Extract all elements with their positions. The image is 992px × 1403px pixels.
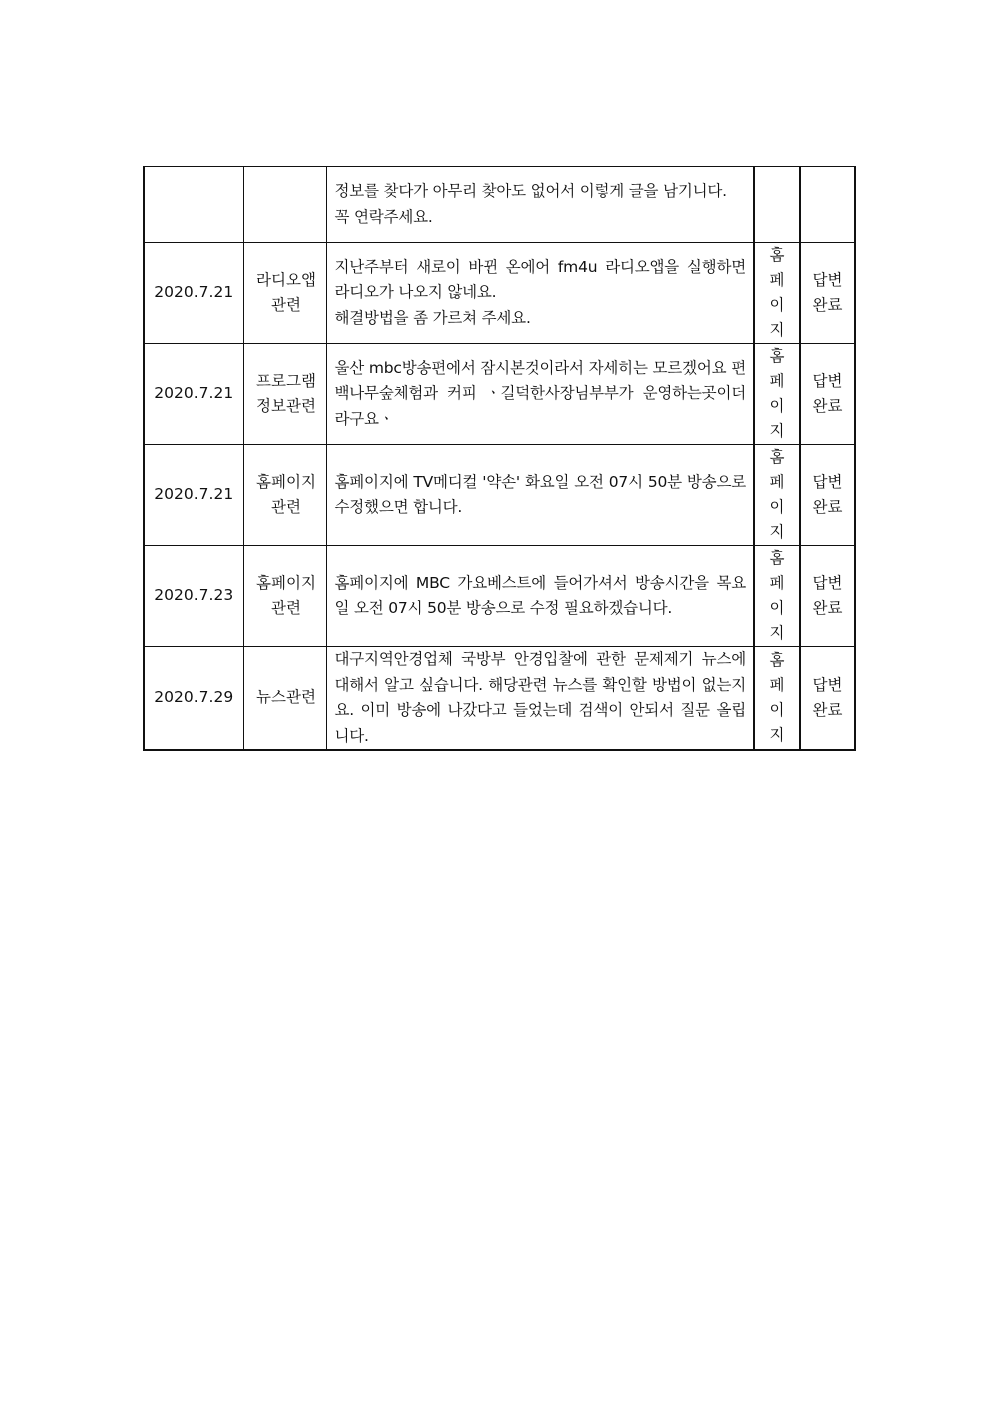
inquiry-table (143, 166, 856, 751)
date-cell (144, 167, 243, 243)
category-cell (243, 167, 326, 243)
channel-cell: 홈페이지 (754, 647, 800, 751)
channel-cell: 홈페이지 (754, 546, 800, 647)
status-cell (800, 167, 855, 243)
date-cell: 2020.7.21 (144, 445, 243, 546)
table-row (144, 445, 855, 546)
channel-cell: 홈페이지 (754, 344, 800, 445)
channel-cell: 홈페이지 (754, 445, 800, 546)
status-cell: 답변 완료 (800, 647, 855, 751)
date-cell: 2020.7.21 (144, 344, 243, 445)
date-cell: 2020.7.29 (144, 647, 243, 751)
content-cell: 지난주부터 새로이 바뀐 온에어 fm4u 라디오앱을 실행하면 라디오가 나오지 않네요. 해결방법을 좀 가르쳐 주세요. (326, 243, 754, 344)
status-cell: 답변 완료 (800, 344, 855, 445)
content-cell: 홈페이지에 MBC 가요베스트에 들어가셔서 방송시간을 목요일 오전 07시 50분 방송으로 수정 필요하겠습니다. (326, 546, 754, 647)
channel-cell: 홈페이지 (754, 243, 800, 344)
channel-cell (754, 167, 800, 243)
content-cell: 정보를 찾다가 아무리 찾아도 없어서 이렇게 글을 남기니다. 꼭 연락주세요. (326, 167, 754, 243)
status-cell: 답변 완료 (800, 546, 855, 647)
table-row (144, 344, 855, 445)
category-cell: 뉴스관련 (243, 647, 326, 751)
category-cell: 프로그램 정보관련 (243, 344, 326, 445)
table-row (144, 546, 855, 647)
table-row (144, 243, 855, 344)
category-cell: 홈페이지 관련 (243, 546, 326, 647)
content-cell: 대구지역안경업체 국방부 안경입찰에 관한 문제제기 뉴스에 대해서 알고 싶습니다. 해당관련 뉴스를 확인할 방법이 없는지요. 이미 방송에 나갔다고 들었는데 검색이 안되서 질문 올립니다. (326, 647, 754, 751)
table-row (144, 167, 855, 243)
content-cell: 홈페이지에 TV메디컬 '약손' 화요일 오전 07시 50분 방송으로 수정했으면 합니다. (326, 445, 754, 546)
table-row (144, 647, 855, 751)
category-cell: 라디오앱 관련 (243, 243, 326, 344)
status-cell: 답변 완료 (800, 243, 855, 344)
status-cell: 답변 완료 (800, 445, 855, 546)
date-cell: 2020.7.23 (144, 546, 243, 647)
category-cell: 홈페이지 관련 (243, 445, 326, 546)
content-cell: 울산 mbc방송편에서 잠시본것이라서 자세히는 모르겠어요 편백나무숲체험과 커피 ㆍ길덕한사장님부부가 운영하는곳이더라구요ㆍ (326, 344, 754, 445)
date-cell: 2020.7.21 (144, 243, 243, 344)
